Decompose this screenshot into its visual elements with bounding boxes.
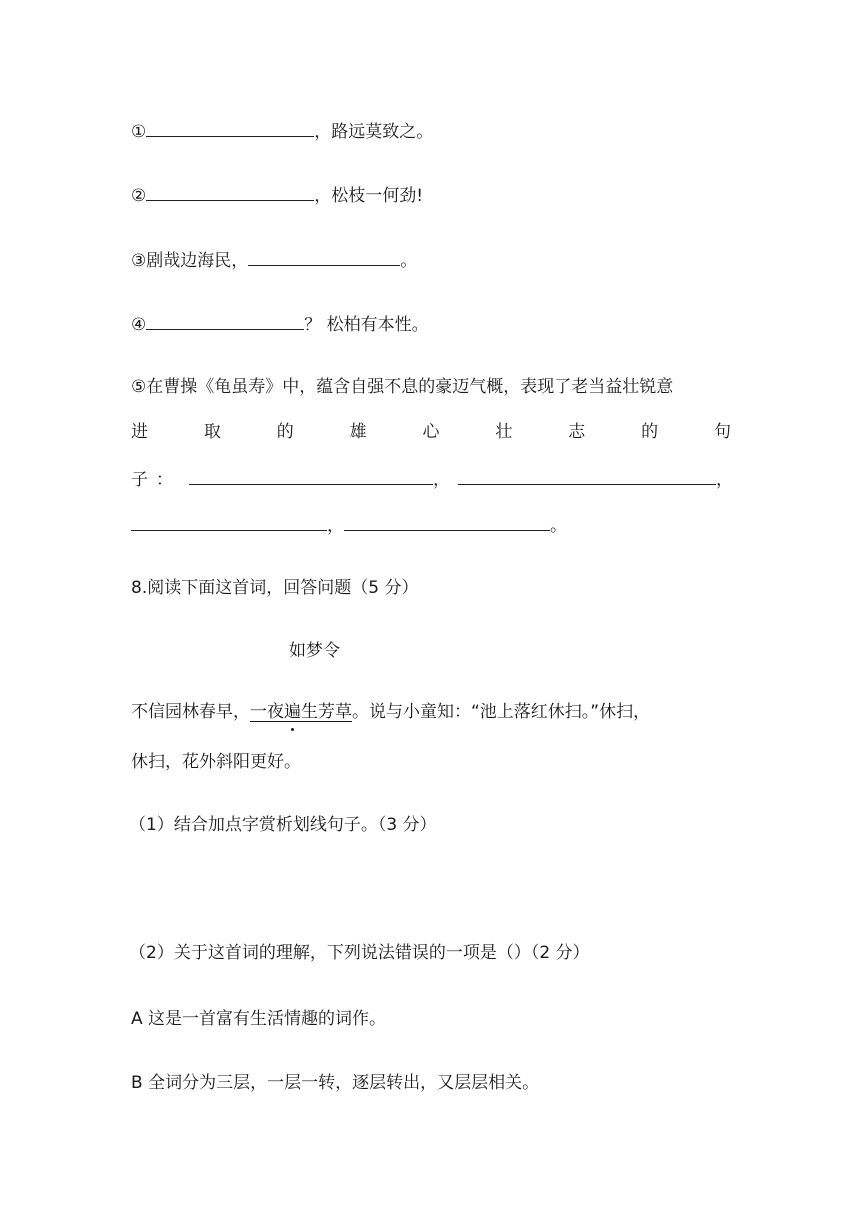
underlined-sentence [250,702,352,722]
item-text: 子： [131,470,181,490]
option-b: B 全词分为三层，一层一转，逐层转出，又层层相关。 [131,1073,540,1093]
answer-blank[interactable] [344,512,550,531]
item-text-before: 剧哉边海民， [146,251,249,271]
poem-char: 夜 [267,702,284,722]
item5-line2 [131,420,731,444]
fill-item-2 [131,182,423,208]
answer-blank[interactable] [458,466,716,485]
char: 壮 [495,422,513,442]
item-number: ① [131,122,147,142]
fill-item-1 [131,118,433,144]
answer-blank[interactable] [131,512,327,531]
comma: ， [716,470,733,490]
question8-heading: 8.阅读下面这首词，回答问题（5 分） [131,578,419,598]
answer-blank[interactable] [146,311,304,330]
sub-question-2: （2）关于这首词的理解，下列说法错误的一项是（）（2 分） [129,943,590,963]
item5-line4 [131,512,567,538]
poem-text: 。说与小童知：“池上落红休扫。”休扫， [352,702,651,722]
char: 句 [714,422,731,442]
char: 志 [568,422,586,442]
item-text: 。 [400,251,418,271]
char: 的 [641,422,659,442]
item-text: ，松枝一何劲! [314,186,424,206]
comma: ， [433,470,450,490]
answer-blank[interactable] [189,466,433,485]
item-number: ③ [131,251,147,271]
item-text: ？ 松柏有本性。 [304,315,429,335]
char: 心 [422,422,440,442]
char: 进 [131,422,148,442]
answer-blank[interactable] [146,118,314,137]
poem-char: 一 [250,702,267,722]
char: 取 [203,422,221,442]
item-number: ② [131,186,147,206]
poem-line-2: 休扫，花外斜阳更好。 [131,752,301,772]
sub-question-1: （1）结合加点字赏析划线句子。（3 分） [129,815,437,835]
item-text: ，路远莫致之。 [314,122,434,142]
option-a: A 这是一首富有生活情趣的词作。 [131,1009,387,1029]
fill-item-3 [131,247,417,273]
comma: ， [327,516,344,536]
item5-line1: ⑤在曹操《龟虽寿》中，蕴含自强不息的豪迈气概，表现了老当益壮锐意 [131,377,674,397]
answer-blank[interactable] [248,247,400,266]
answer-blank[interactable] [146,182,314,201]
poem-char: 生芳草 [301,702,352,722]
char: 雄 [349,422,367,442]
item5-line3 [131,466,733,492]
dotted-char: 遍 [284,702,301,722]
period: 。 [550,516,567,536]
poem-title: 如梦令 [289,641,340,661]
char: 的 [276,422,294,442]
poem-text: 不信园林春早， [131,702,250,722]
poem-line-1 [131,700,650,724]
fill-item-4 [131,311,429,337]
item-number: ④ [131,315,147,335]
